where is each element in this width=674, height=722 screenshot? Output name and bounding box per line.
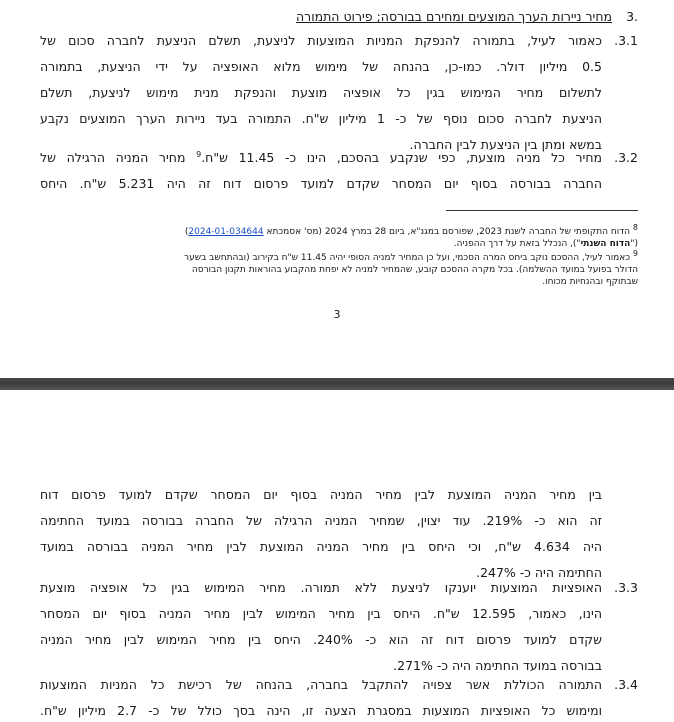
footnote-marker: 9 [632, 249, 638, 258]
paragraph-3-4 [40, 672, 638, 722]
paragraph-line: החברה בבורסה בסוף יום המסחר שקדם למועד פרסום דוח זה היה 5.231 ש"ח. היחס [40, 176, 602, 191]
paragraph-line: כאמור לעיל, בתמורה להנפקת המניות המוצעות לניצעת, תשלם הניצעת לחברה סכום של [40, 33, 602, 48]
line-text: מחיר המניה הרגילה של [40, 150, 197, 165]
section-heading [40, 8, 638, 26]
paragraph-line: היה 4.634 ש"ח, וכי היחס בין מחיר המניה המוצעת לבין מחיר המניה בבורסה במועד [40, 539, 602, 554]
paragraph-line: זה הוא כ- 219%. עוד יצוין, שמחיר המניה הרגילה של החברה בבורסה במועד החתימה [40, 513, 602, 528]
paragraph-line: האופציות המוצעות יוענקו לניצעת ללא תמורה. מחיר המימוש בגין כל אופציה מוצעת [40, 580, 602, 595]
footnote-line [98, 249, 638, 264]
paragraph-line: הינו, כאמור, 12.595 ש"ח. היחס בין מחיר המימוש לבין מחיר המניה בסוף יום המסחר [40, 606, 602, 621]
paragraph-line: התמורה הכוללת אשר צפויה להתקבל בחברה, בהנחה של רכישת כל המניות המוצעות [40, 677, 602, 692]
footnote-marker: 8 [632, 223, 638, 232]
footnote-text: ) [184, 227, 189, 237]
line-text: מחיר כל מניה מוצעת, כפי שנקבע בהסכם, הינו כ- 11.45 ש"ח. [201, 150, 602, 165]
paragraph-line: 0.5 מיליון דולר. כמו-כן, בהנחה של מימוש מלוא האופציה על ידי הניצעת, בתמורה [40, 59, 602, 74]
paragraph-line: בבורסה במועד החתימה היה כ- 271%. [393, 658, 602, 673]
paragraph-line: בין מחיר המניה המוצעת לבין מחיר המניה בסוף יום המסחר שקדם למועד פרסום דוח [40, 487, 602, 502]
footnote-9 [98, 249, 638, 288]
paragraph-3-3 [40, 575, 638, 679]
footnote-text: הדוח התקופתי של החברה לשנת 2023, שפורסם במגנ"א, ביום 28 במרץ 2024 (מס' אסמכתא [263, 227, 633, 237]
paragraph-line: במשא ומתן בין הניצעת לבין החברה. [409, 137, 602, 152]
paragraph-line: הניצעת לחברה סכום נוסף של כ- 1 מיליון ש"ח. התמורה בעד ניירות הערך המוצעים נקבע [40, 111, 602, 126]
paragraph-3-2-continued [40, 482, 638, 586]
footnote-line: שבתוקף ובהנחיות מכוחו. [542, 277, 638, 287]
footnote-line [98, 223, 638, 238]
document-page-4 [0, 390, 674, 722]
footnote-line [98, 238, 638, 250]
footnote-ref-9[interactable]: 9 [196, 149, 202, 159]
paragraph-line: ומימוש כל האופציות המוצעות במסגרת הצעה זו, הינה בסך כולל של כ- 2.7 מיליון ש"ח. [40, 703, 602, 718]
paragraph-3-2 [40, 145, 638, 197]
section-number: .3 [626, 9, 638, 24]
footnote-8 [98, 223, 638, 250]
footnote-separator [446, 210, 638, 211]
page-number: 3 [333, 308, 341, 321]
footnote-text: כאמור לעיל, ההסכם נוקב ביחס המרה הסכמי, ועל כן המחיר למניה הסופי יהיה 11.45 ש"ח בקירוב (ובהתחשב בשער [184, 253, 633, 263]
footnote-line: הדולר בפועל במועד ההשלמה). בכל מקרה ההסכם קובע, שהמחיר למניה לא יפחת מהקבוע בהוראות תקנון הבורסה [191, 265, 638, 275]
footnote-defined-term: הדוח השנתי [580, 239, 631, 249]
paragraph-number: 3.2. [614, 150, 638, 165]
paragraph-number: 3.3. [614, 580, 638, 595]
paragraph-line: החתימה היה כ- 247%. [476, 565, 602, 580]
paragraph-line: שקדם למועד פרסום דוח זה הוא כ- 240%. היחס בין מחיר המימוש לבין מחיר המניה [40, 632, 602, 647]
reference-link[interactable]: 2024-01-034644 [188, 227, 264, 237]
paragraph-number: 3.1. [614, 33, 638, 48]
page-gap [0, 378, 674, 390]
section-title: מחיר ניירות הערך המוצעים ומחירם בבורסה; פירוט התמורה [295, 9, 612, 24]
paragraph-line [40, 145, 638, 171]
paragraph-3-1 [40, 28, 638, 158]
footnote-text: (" [630, 239, 638, 249]
footnote-text: "), הנכלל בזאת על דרך ההפניה. [453, 239, 581, 249]
paragraph-line: לתשלום מחיר המימוש בגין כל אופציה מוצעת והנפקת מנית מימוש לניצעת, תשלם [40, 85, 602, 100]
paragraph-number: 3.4. [614, 677, 638, 692]
